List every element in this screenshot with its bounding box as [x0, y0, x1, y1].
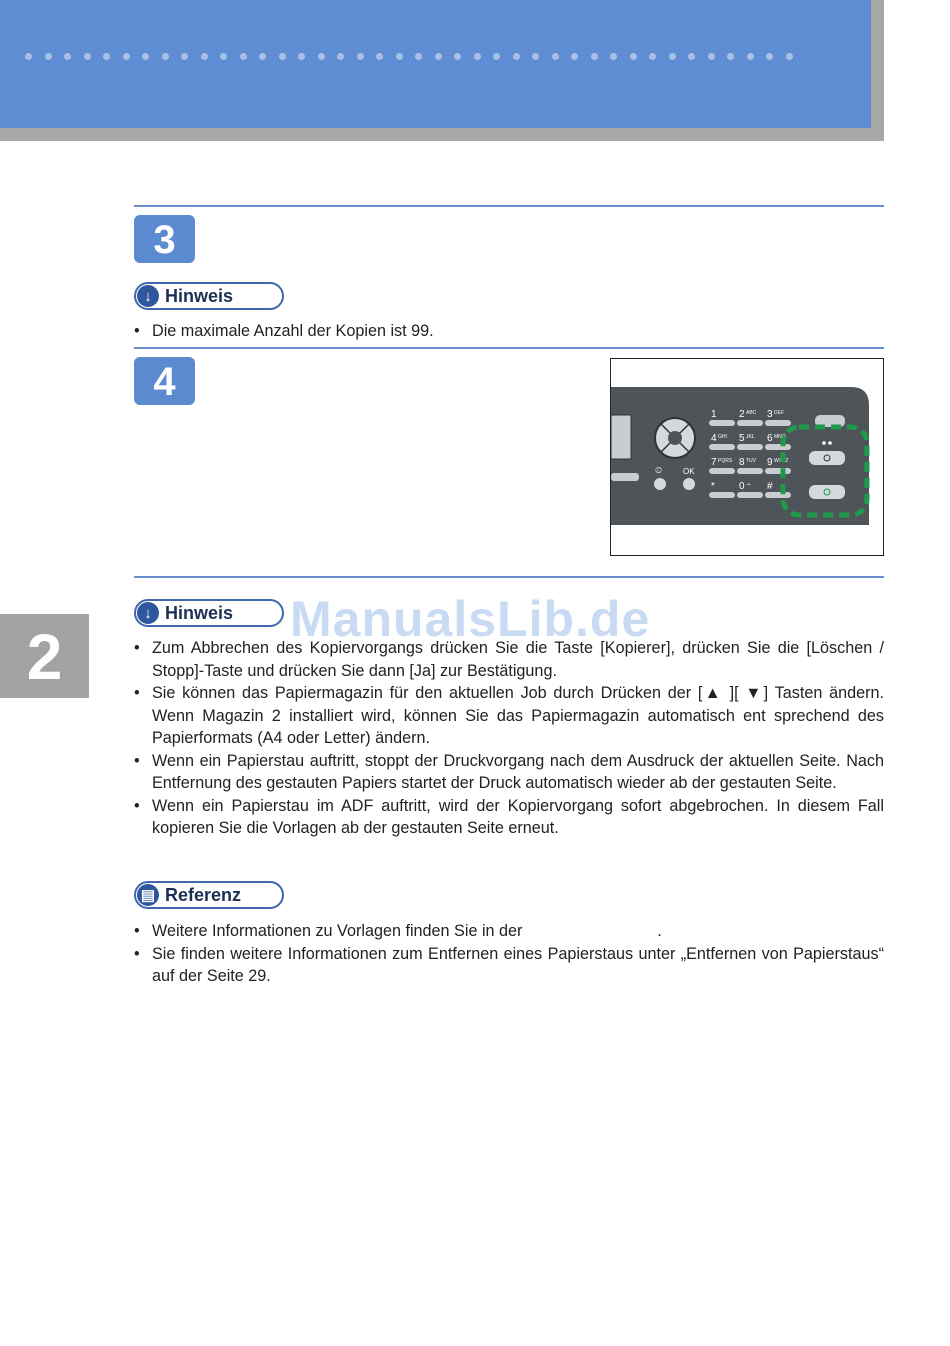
header-dot — [435, 53, 442, 60]
keypad-key-label: 4 — [711, 433, 717, 444]
list-item: • Sie finden weitere Informationen zum Entfernen eines Papierstaus unter „Entfernen von Papierstaus“ auf der Seite 29. — [134, 943, 884, 988]
header-dot — [727, 53, 734, 60]
header-dot — [474, 53, 481, 60]
list-item: • Weitere Informationen zu Vorlagen finden Sie in der . — [134, 920, 884, 943]
list-item: • Wenn ein Papierstau im ADF auftritt, wird der Kopiervorgang sofort abgebrochen. In diesem Fall kopieren Sie die Vorlagen ab der gestauten Seite erneut. — [134, 795, 884, 840]
header-dot — [688, 53, 695, 60]
header-dot — [357, 53, 364, 60]
referenz-label — [134, 881, 284, 909]
header-dot — [630, 53, 637, 60]
hinweis-text: Hinweis — [165, 285, 234, 306]
keypad-key-label: 8 — [739, 457, 745, 468]
header-dot — [610, 53, 617, 60]
keypad-key — [737, 444, 763, 450]
header-dot — [571, 53, 578, 60]
arrow-down-icon: ↓ — [137, 602, 159, 624]
keypad-key — [709, 444, 735, 450]
keypad-key-label: 0 — [739, 481, 745, 492]
header-dot — [786, 53, 793, 60]
header-dots — [25, 53, 805, 60]
section-rule — [134, 347, 884, 349]
header-dot — [259, 53, 266, 60]
header-dot — [493, 53, 500, 60]
header-dot — [298, 53, 305, 60]
header-dot — [64, 53, 71, 60]
list-item: • Die maximale Anzahl der Kopien ist 99. — [134, 320, 884, 343]
keypad-key-label: 7 — [711, 457, 717, 468]
header-dot — [376, 53, 383, 60]
section-rule — [134, 205, 884, 207]
header-dot — [162, 53, 169, 60]
header-dot — [708, 53, 715, 60]
note1-list — [134, 320, 884, 343]
header-dot — [532, 53, 539, 60]
keypad-key — [765, 492, 791, 498]
keypad-key-sublabel: MNO — [774, 434, 786, 440]
header-dot — [591, 53, 598, 60]
watermark: ManualsLib.de — [290, 591, 651, 647]
keypad-key — [737, 468, 763, 474]
keypad-key — [765, 420, 791, 426]
keypad-key-sublabel: JKL — [746, 434, 755, 440]
keypad-key-label: 1 — [711, 409, 717, 420]
svg-text:⏲: ⏲ — [655, 465, 663, 475]
header-dot — [45, 53, 52, 60]
document-icon: ▤ — [137, 884, 159, 906]
header-dot — [279, 53, 286, 60]
header-dot — [25, 53, 32, 60]
keypad-key-label: * — [711, 481, 715, 492]
keypad-key-sublabel: GHI — [718, 434, 727, 440]
header-dot — [552, 53, 559, 60]
header-dot — [669, 53, 676, 60]
header-dot — [318, 53, 325, 60]
header-dot — [766, 53, 773, 60]
header-dot — [201, 53, 208, 60]
hinweis-text: Hinweis — [165, 602, 234, 623]
keypad-key-sublabel: TUV — [746, 458, 756, 464]
keypad-key-label: 5 — [739, 433, 745, 444]
list-item: • Sie können das Papiermagazin für den aktuellen Job durch Drücken der [▲ ][ ▼] Tasten ändern. Wenn Magazin 2 installiert wird, können Sie das Papiermagazin automatisch ent sprechend des Papierformats (A4 oder Letter) ändern. — [134, 682, 884, 750]
keypad-key-label: 3 — [767, 409, 773, 420]
step-badge: 3 — [134, 215, 195, 263]
keypad-key — [709, 420, 735, 426]
header-dot — [649, 53, 656, 60]
keypad-key-sublabel: DEF — [774, 410, 784, 416]
keypad-key — [709, 468, 735, 474]
ok-key-label: OK — [683, 467, 695, 476]
hinweis-label — [134, 599, 284, 627]
section-rule — [134, 576, 884, 578]
arrow-down-icon: ↓ — [137, 285, 159, 307]
keypad-key — [737, 420, 763, 426]
header-dot — [747, 53, 754, 60]
keypad-key-sublabel: WXYZ — [774, 458, 789, 464]
header-dot — [142, 53, 149, 60]
header-dot — [415, 53, 422, 60]
header-dot — [396, 53, 403, 60]
header-dot — [181, 53, 188, 60]
header-banner — [0, 0, 871, 128]
chapter-tab: 2 — [0, 614, 89, 698]
keypad-key-label: 2 — [739, 409, 745, 420]
keypad-key — [765, 468, 791, 474]
header-dot — [220, 53, 227, 60]
keypad-key — [737, 492, 763, 498]
header-dot — [513, 53, 520, 60]
header-dot — [337, 53, 344, 60]
keypad-key-sublabel: ABC — [746, 410, 757, 416]
keypad-key-sublabel: PQRS — [718, 458, 733, 464]
header-dot — [240, 53, 247, 60]
control-panel-figure — [610, 358, 884, 556]
keypad-key-label: 9 — [767, 457, 773, 468]
reference-list — [134, 920, 884, 988]
header-dot — [103, 53, 110, 60]
header-dot — [454, 53, 461, 60]
control-panel-illustration — [611, 359, 883, 555]
keypad-key-sublabel: -+ — [746, 482, 751, 488]
keypad-key — [709, 492, 735, 498]
referenz-text: Referenz — [165, 884, 242, 905]
step-badge: 4 — [134, 357, 195, 405]
keypad-key-label: 6 — [767, 433, 773, 444]
note2-list — [134, 637, 884, 840]
header-dot — [84, 53, 91, 60]
list-item: • Zum Abbrechen des Kopiervorgangs drücken Sie die Taste [Kopierer], drücken Sie die [Löschen / Stopp]-Taste und drücken Sie dann [Ja] zur Bestätigung. — [134, 637, 884, 682]
header-dot — [123, 53, 130, 60]
keypad-key-label: # — [767, 481, 773, 492]
list-item: • Wenn ein Papierstau auftritt, stoppt der Druckvorgang nach dem Ausdruck der aktuellen Seite. Nach Entfernung des gestauten Papiers startet der Druck automatisch wieder ab der gestauten Seite. — [134, 750, 884, 795]
hinweis-label — [134, 282, 284, 310]
keypad-key — [765, 444, 791, 450]
